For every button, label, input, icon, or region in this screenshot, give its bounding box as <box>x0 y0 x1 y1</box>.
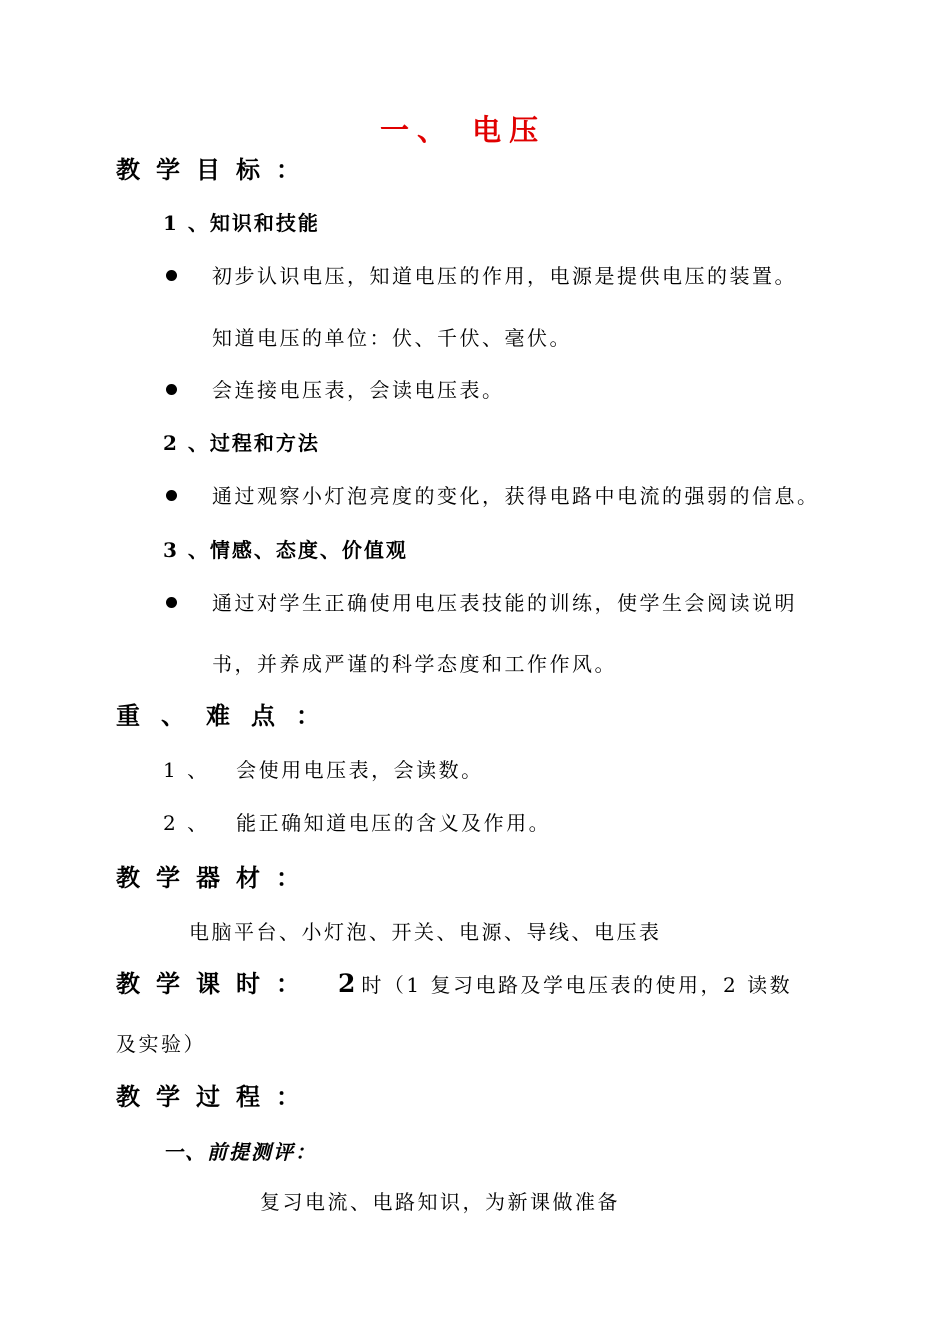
process-step-text: 复习电流、电路知识，为新课做准备 <box>260 1190 620 1214</box>
objective-item-voltage-intro: 初步认识电压，知道电压的作用，电源是提供电压的装置。 <box>212 264 797 288</box>
key-point-item: 2 、 能正确知道电压的含义及作用。 <box>163 811 552 835</box>
class-hours-heading: 教学课时： <box>116 969 316 998</box>
page-title: 一、 电压 <box>380 113 547 147</box>
key-point-item: 1 、 会使用电压表，会读数。 <box>163 758 484 782</box>
objective-item-training-line2: 书，并养成严谨的科学态度和工作作风。 <box>212 652 617 676</box>
section-attitude-values-label: 3 、情感、态度、价值观 <box>163 538 408 562</box>
section-knowledge-skills-label: 1 、知识和技能 <box>163 211 320 235</box>
section-process-methods-label: 2 、过程和方法 <box>163 431 320 455</box>
bullet-icon <box>166 270 177 281</box>
objective-item-training-line1: 通过对学生正确使用电压表技能的训练，使学生会阅读说明 <box>212 591 797 615</box>
objectives-heading: 教学目标： <box>116 155 316 184</box>
process-step-label: 一、前提测评： <box>163 1140 317 1164</box>
class-hours-row <box>116 971 792 996</box>
objective-item-voltmeter: 会连接电压表，会读电压表。 <box>212 378 505 402</box>
bullet-icon <box>166 384 177 395</box>
key-points-heading: 重、难点： <box>116 701 341 730</box>
process-heading: 教学过程： <box>116 1082 316 1111</box>
class-hours-detail: 时（1 复习电路及学电压表的使用，2 读数 <box>361 973 793 997</box>
objective-item-voltage-units: 知道电压的单位：伏、千伏、毫伏。 <box>212 326 572 350</box>
class-hours-number: 2 <box>338 969 356 998</box>
bullet-icon <box>166 597 177 608</box>
equipment-heading: 教学器材： <box>116 863 316 892</box>
equipment-list: 电脑平台、小灯泡、开关、电源、导线、电压表 <box>189 920 662 944</box>
bullet-icon <box>166 490 177 501</box>
objective-item-observation: 通过观察小灯泡亮度的变化，获得电路中电流的强弱的信息。 <box>212 484 820 508</box>
class-hours-detail-continued: 及实验） <box>116 1032 206 1056</box>
